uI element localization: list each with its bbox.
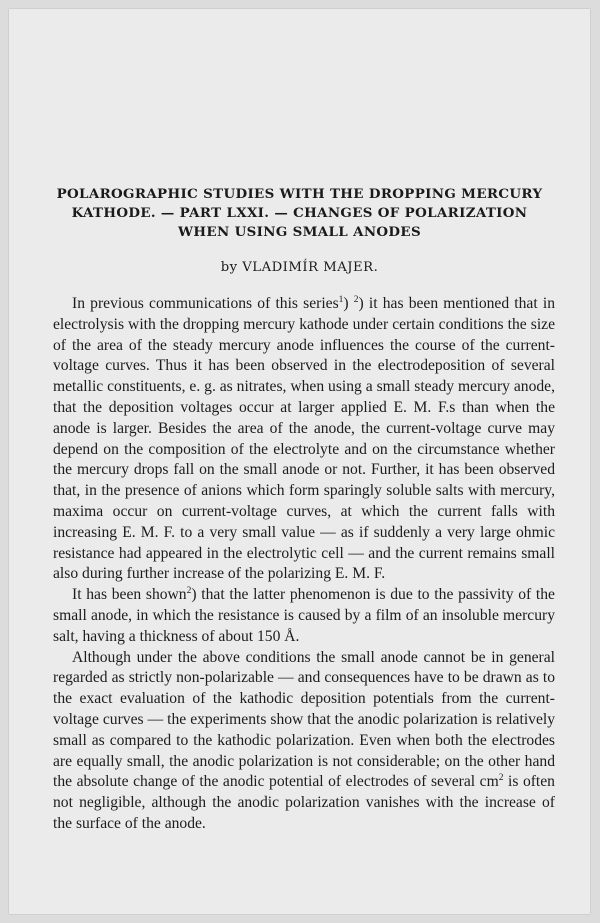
paragraph-text: ) it has been mentioned that in electrolysis with the dropping mercury kathode under certain conditions the size of the area of the steady mercury anode influences the course of the current-voltage curves. Thus it has been observed in the electrodeposition of several metallic constituents, e. g. as nitrates, when using a small steady mercury anode, that the deposition voltages occur at larger applied E. M. F.s than when the anode is larger. Besides the area of the anode, the current-voltage curve may depend on the composition of the electrolyte and on the circumstance whether the mercury drops fall on the small anode or not. Further, it has been observed that, in the presence of anions which form sparingly soluble salts with mercury, maxima occur on current-voltage curves, at which the current falls with increasing E. M. F. to a very small value — as if suddenly a very large ohmic resistance had appeared in the electrolytic cell — and the current remains small also during further increase of the polarizing E. M. F.: [53, 295, 555, 583]
paragraph: [53, 585, 555, 647]
footnote-ref: 2: [186, 585, 192, 596]
paragraph: [53, 648, 555, 835]
paragraph-text: is often not negligible, although the anodic polarization vanishes with the increase of the surface of the anode.: [53, 773, 555, 832]
paragraph-text: ) that the latter phenomenon is due to the passivity of the small anode, in which the resistance is caused by a film of an insoluble mercury salt, having a thickness of about 150 Å.: [53, 586, 555, 645]
title-line: POLAROGRAPHIC STUDIES WITH THE DROPPING MERCURY: [56, 186, 543, 202]
paragraph-text: Although under the above conditions the small anode cannot be in general regarded as strictly non-polarizable — and consequences have to be drawn as to the exact evaluation of the kathodic deposition potentials from the current-voltage curves — the experiments show that the anodic polarization is relatively small as compared to the kathodic polarization. Even when both the electrodes are equally small, the anodic polarization is not considerable; on the other hand the absolute change of the anodic potential of electrodes of several cm: [53, 648, 555, 791]
article-title: [9, 185, 590, 242]
paper-page: [9, 9, 590, 914]
title-line: KATHODE. — PART LXXI. — CHANGES OF POLARIZATION: [71, 205, 528, 221]
article-body: [53, 294, 555, 835]
superscript: 2: [498, 773, 504, 784]
footnote-ref: 1: [338, 294, 344, 305]
footnote-ref: 2: [353, 294, 359, 305]
paragraph-text: ): [343, 295, 354, 312]
title-line: WHEN USING SMALL ANODES: [178, 224, 421, 240]
paragraph-text: It has been shown: [72, 586, 187, 604]
author-byline: by VLADIMÍR MAJER.: [220, 260, 379, 275]
paragraph: [53, 294, 555, 585]
paragraph-text: In previous communications of this series: [72, 295, 339, 312]
